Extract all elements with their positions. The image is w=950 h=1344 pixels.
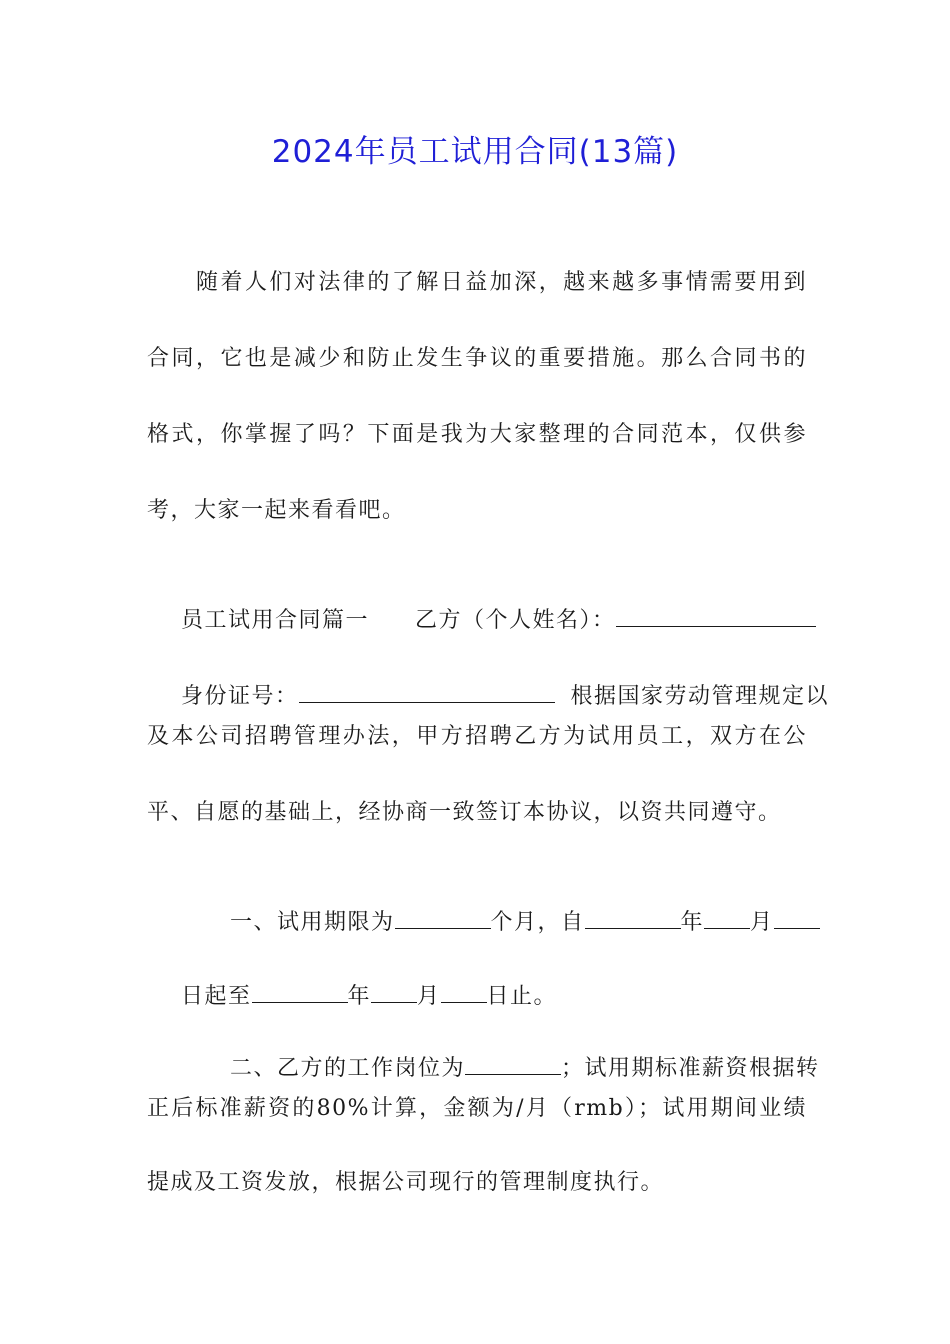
end-month-blank bbox=[371, 978, 417, 1003]
intro-line-2: 合同，它也是减少和防止发生争议的重要措施。那么合同书的 bbox=[147, 346, 807, 371]
document-title: 2024年员工试用合同(13篇) bbox=[271, 134, 679, 170]
party-b-label: 乙方（个人姓名）： bbox=[415, 608, 616, 633]
clause1-text-c: 年 bbox=[680, 910, 705, 935]
id-label: 身份证号： bbox=[180, 684, 299, 709]
position-blank bbox=[465, 1050, 561, 1075]
section1-line-4: 平、自愿的基础上，经协商一致签订本协议，以资共同遵守。 bbox=[147, 800, 782, 825]
clause1-text-d: 月 bbox=[750, 910, 774, 935]
months-blank bbox=[395, 904, 491, 929]
party-b-name-blank bbox=[616, 602, 816, 627]
start-month-blank bbox=[704, 904, 750, 929]
clause2-text-b: ；试用期标准薪资根据转 bbox=[561, 1056, 820, 1081]
end-year-blank bbox=[252, 978, 348, 1003]
id-number-blank bbox=[299, 678, 555, 703]
intro-line-4: 考，大家一起来看看吧。 bbox=[147, 498, 406, 523]
clause2-text-a: 二、乙方的工作岗位为 bbox=[229, 1056, 465, 1081]
start-day-blank bbox=[774, 904, 820, 929]
section1-heading: 员工试用合同篇一 bbox=[180, 608, 369, 633]
intro-line-3: 格式，你掌握了吗？下面是我为大家整理的合同范本，仅供参 bbox=[147, 422, 807, 447]
clause1-text-b: 个月，自 bbox=[490, 910, 585, 935]
clause2-line-3: 提成及工资发放，根据公司现行的管理制度执行。 bbox=[147, 1170, 665, 1195]
intro-line-1: 随着人们对法律的了解日益加深，越来越多事情需要用到 bbox=[196, 270, 807, 295]
clause1-text-g: 月 bbox=[417, 984, 441, 1009]
clause1-text-h: 日止。 bbox=[486, 984, 558, 1009]
clause2-line-2: 正后标准薪资的80%计算，金额为/月（rmb）；试用期间业绩 bbox=[147, 1096, 807, 1121]
clause1-text-a: 一、试用期限为 bbox=[229, 910, 395, 935]
section1-line-3: 及本公司招聘管理办法，甲方招聘乙方为试用员工，双方在公 bbox=[147, 724, 807, 749]
start-year-blank bbox=[585, 904, 681, 929]
section1-after-id: 根据国家劳动管理规定以 bbox=[570, 684, 830, 709]
clause1-text-e: 日起至 bbox=[180, 984, 252, 1009]
clause1-text-f: 年 bbox=[347, 984, 372, 1009]
end-day-blank bbox=[441, 978, 487, 1003]
